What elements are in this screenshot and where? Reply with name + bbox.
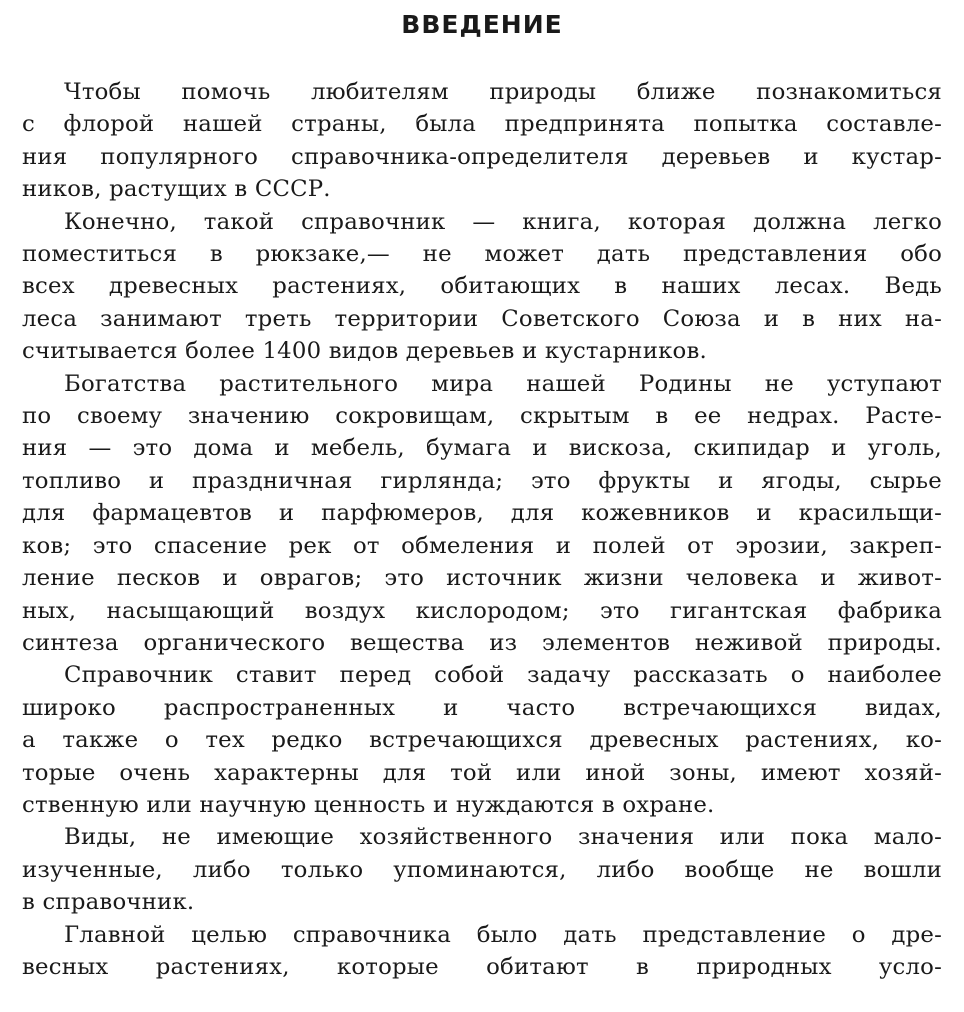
text-line: ков; это спасение рек от обмеления и полей от эрозии, закреп- — [22, 532, 942, 559]
paragraph-6 — [22, 919, 942, 984]
text-line: ственную или научную ценность и нуждаются в охране. — [22, 791, 715, 818]
text-line: поместиться в рюкзаке,— не может дать представления обо — [22, 241, 942, 268]
text-line: Чтобы помочь любителям природы ближе познакомиться — [64, 79, 942, 105]
paragraph-4 — [22, 659, 942, 821]
text-line: Главной целью справочника было дать представление о дре- — [64, 921, 942, 948]
text-line: считывается более 1400 видов деревьев и кустарников. — [22, 338, 707, 365]
text-line: Справочник ставит перед собой задачу рассказать о наиболее — [64, 662, 942, 689]
text-line: в справочник. — [22, 889, 195, 916]
text-line: для фармацевтов и парфюмеров, для кожевников и красильщи- — [22, 500, 942, 527]
text-line: всех древесных растениях, обитающих в наших лесах. Ведь — [22, 273, 942, 300]
text-line: Богатства растительного мира нашей Родины не уступают — [64, 370, 942, 397]
text-line: с флорой нашей страны, была предпринята попытка составле- — [22, 111, 942, 138]
text-line: ление песков и оврагов; это источник жизни человека и живот- — [22, 565, 942, 592]
text-line: по своему значению сокровищам, скрытым в ее недрах. Расте- — [22, 403, 942, 430]
body-text — [22, 76, 942, 983]
text-line: ния — это дома и мебель, бумага и вискоза, скипидар и уголь, — [22, 435, 942, 462]
text-line: а также о тех редко встречающихся древесных растениях, ко- — [22, 727, 942, 754]
text-line: синтеза органического вещества из элементов неживой природы. — [22, 629, 942, 656]
paragraph-5 — [22, 821, 942, 918]
paragraph-2 — [22, 206, 942, 368]
text-line: ния популярного справочника-определителя деревьев и кустар- — [22, 143, 942, 170]
paragraph-3 — [22, 368, 942, 660]
text-line: леса занимают треть территории Советского Союза и в них на- — [22, 305, 942, 332]
text-line: торые очень характерны для той или иной зоны, имеют хозяй- — [22, 759, 942, 786]
paragraph-1 — [22, 76, 942, 206]
text-line: топливо и праздничная гирлянда; это фрукты и ягоды, сырье — [22, 467, 942, 494]
text-line: изученные, либо только упоминаются, либо вообще не вошли — [22, 856, 942, 883]
text-line: Конечно, такой справочник — книга, которая должна легко — [64, 208, 942, 235]
text-line: ников, растущих в СССР. — [22, 176, 331, 203]
text-line: весных растениях, которые обитают в природных усло- — [22, 953, 942, 980]
chapter-title: ВВЕДЕНИЕ — [401, 10, 563, 39]
text-line: широко распространенных и часто встречающихся видах, — [22, 694, 942, 721]
text-line: ных, насыщающий воздух кислородом; это гигантская фабрика — [22, 597, 942, 624]
text-line: Виды, не имеющие хозяйственного значения или пока мало- — [64, 824, 942, 851]
